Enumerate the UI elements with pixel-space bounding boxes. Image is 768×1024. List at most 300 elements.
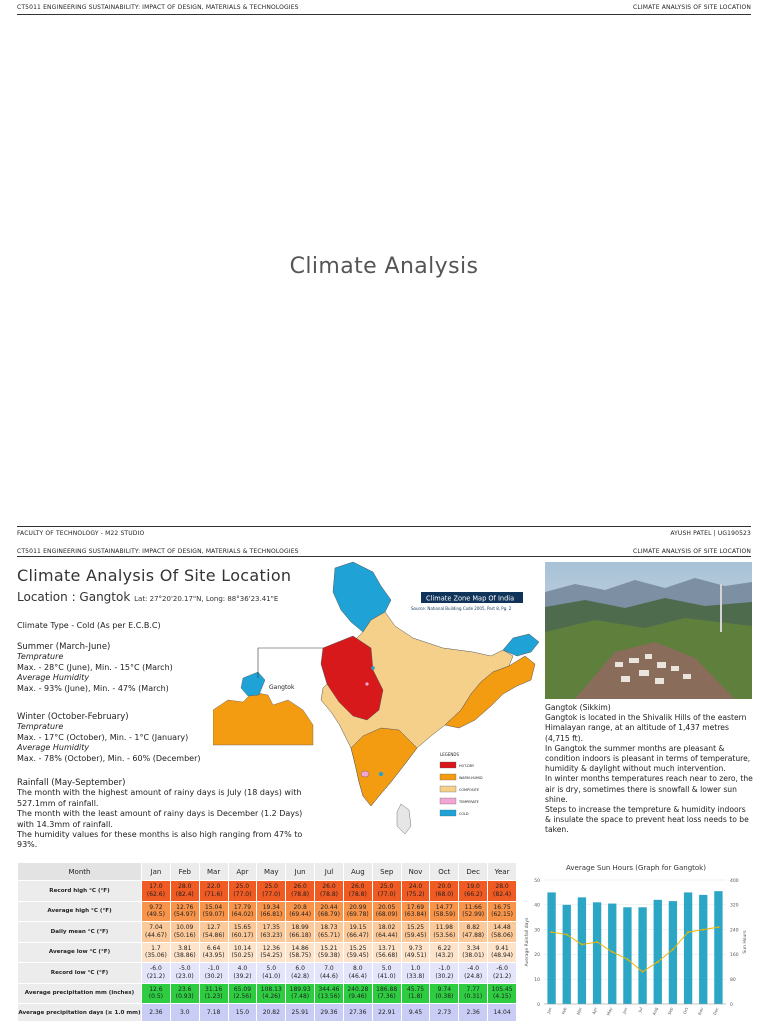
cell-value-f: (23.0)	[175, 972, 194, 980]
cell-value: 108.13	[260, 985, 282, 993]
table-row	[18, 901, 517, 922]
y2-tick-label: 400	[730, 878, 739, 884]
y-tick-label: 40	[534, 903, 540, 909]
table-row	[18, 1004, 517, 1022]
table-cell	[430, 1004, 459, 1022]
cell-value-f: (54.86)	[202, 931, 225, 939]
cell-value-f: (9.46)	[348, 993, 367, 1001]
rainfall-line-2: The month with the least amount of rainy days is December (1.2 Days) with 14.3mm of rainfall.	[17, 809, 303, 829]
table-cell	[142, 1004, 171, 1022]
gangtok-photo	[545, 562, 752, 699]
chart-title: Average Sun Hours (Graph for Gangtok)	[566, 864, 706, 872]
legend-swatch	[440, 762, 456, 768]
x-tick-label: Oct	[681, 1006, 690, 1015]
map-zone-cold-dot-2	[371, 666, 375, 670]
cell-value: 2.36	[466, 1008, 480, 1016]
winter-hum-label: Average Humidity	[17, 743, 90, 753]
winter-temp-label: Temprature	[17, 722, 64, 732]
table-cell	[372, 942, 401, 963]
cell-value: 20.8	[293, 903, 307, 911]
cell-value-f: (38.01)	[462, 952, 485, 960]
table-cell	[142, 942, 171, 963]
table-cell	[199, 881, 228, 902]
month-col-header: Jan	[142, 863, 171, 881]
bar	[669, 901, 677, 1004]
table-cell	[430, 942, 459, 963]
x-tick-label: Jul	[637, 1006, 644, 1013]
table-cell	[372, 983, 401, 1004]
table-cell	[286, 942, 315, 963]
cell-value-f: (59.45)	[404, 931, 427, 939]
cell-value-f: (7.36)	[377, 993, 396, 1001]
summer-heading: Summer (March-June)	[17, 642, 111, 652]
cell-value-f: (62.15)	[491, 911, 513, 919]
bar	[623, 907, 631, 1004]
cover-title: Climate Analysis	[289, 254, 479, 279]
y2-tick-label: 320	[730, 903, 739, 909]
gangtok-heading: Gangtok (Sikkim)	[545, 703, 611, 712]
table-cell	[286, 1004, 315, 1022]
cell-value: 3.81	[178, 944, 192, 952]
table-cell	[257, 1004, 286, 1022]
cell-value: 2.73	[437, 1008, 452, 1016]
cell-value: 12.76	[176, 903, 194, 911]
cell-value: 14.48	[493, 924, 511, 932]
line-point	[581, 943, 583, 945]
cell-value-f: (41.0)	[262, 972, 281, 980]
cell-value: -4.0	[467, 965, 480, 973]
cell-value-f: (30.2)	[435, 972, 454, 980]
line-point	[626, 958, 628, 960]
cell-value: 14.86	[291, 944, 309, 952]
table-cell	[142, 983, 171, 1004]
cell-value-f: (54.25)	[260, 952, 283, 960]
x-tick-label: Jun	[621, 1006, 629, 1015]
cell-value-f: (44.67)	[144, 931, 167, 939]
table-cell	[142, 922, 171, 943]
rainfall-line-1: The month with the highest amount of rainy days is July (18 days) with 527.1mm of rainfall.	[17, 788, 302, 808]
month-col-header: Sep	[372, 863, 401, 881]
cell-value: 15.25	[406, 924, 425, 932]
cell-value: 9.45	[408, 1008, 423, 1016]
legend-label: HOT-DRY	[459, 764, 475, 768]
cell-value: 6.64	[206, 944, 221, 952]
cell-value: 28.0	[178, 883, 192, 891]
line-point	[702, 929, 704, 931]
line-point	[687, 931, 689, 933]
cell-value-f: (71.6)	[204, 890, 223, 898]
cell-value-f: (1.8)	[408, 993, 423, 1001]
table-body	[18, 881, 517, 1022]
table-cell	[343, 881, 372, 902]
cell-value: 11.66	[464, 903, 482, 911]
cell-value: 186.88	[376, 985, 398, 993]
cell-value-f: (58.06)	[491, 931, 513, 939]
y-tick-label: 10	[534, 978, 540, 983]
month-col-header: Oct	[430, 863, 459, 881]
table-cell	[401, 881, 430, 902]
y2-tick-label: 160	[730, 953, 739, 959]
cell-value-f: (21.2)	[146, 972, 165, 980]
map-callout-label: Gangtok	[269, 684, 295, 691]
gangtok-line-2: In Gangtok the summer months are pleasant & condition indoors is pleasant in terms of temperature, humidity & daylight without much intervention.	[545, 743, 751, 774]
table-row	[18, 922, 517, 943]
cell-value: 10.14	[233, 944, 252, 952]
cell-value: 5.0	[381, 965, 392, 973]
table-cell	[170, 942, 199, 963]
cell-value-f: (78.8)	[348, 890, 367, 898]
cell-value-f: (77.0)	[377, 890, 396, 898]
cell-value: 2.36	[149, 1008, 163, 1016]
table-cell	[286, 963, 315, 984]
cell-value-f: (0.5)	[148, 993, 164, 1001]
year-cell	[488, 983, 517, 1004]
location-label: Location : Gangtok	[17, 590, 131, 604]
cell-value-f: (24.8)	[464, 972, 483, 980]
y2-tick-label: 0	[730, 1002, 733, 1008]
cell-value-f: (66.2)	[464, 890, 483, 898]
cell-value-f: (1.23)	[204, 993, 223, 1001]
table-cell	[142, 963, 171, 984]
table-cell	[170, 983, 199, 1004]
table-row	[18, 942, 517, 963]
cell-value: 18.99	[291, 924, 309, 932]
table-cell	[372, 901, 401, 922]
table-cell	[170, 881, 199, 902]
table-cell	[343, 963, 372, 984]
table-cell	[315, 942, 344, 963]
month-col-header: Apr	[228, 863, 257, 881]
table-cell	[430, 983, 459, 1004]
climate-table	[17, 862, 517, 1022]
cell-value: 26.0	[351, 883, 365, 891]
cell-value-f: (52.99)	[462, 911, 485, 919]
table-cell	[199, 942, 228, 963]
cell-value: 28.0	[495, 883, 509, 891]
table-cell	[315, 901, 344, 922]
table-cell	[401, 901, 430, 922]
map-source: Source: National Building Code 2005, Part 8, Pg. 2	[411, 606, 512, 611]
table-row	[18, 983, 517, 1004]
row-label: Average precipitation mm (inches)	[18, 983, 142, 1004]
bar	[563, 905, 571, 1004]
cell-value: 12.7	[206, 924, 221, 932]
cell-value-f: (60.17)	[231, 931, 254, 939]
row-label: Daily mean °C (°F)	[18, 922, 142, 943]
cell-value: 19.34	[262, 903, 280, 911]
cell-value-f: (35.06)	[144, 952, 167, 960]
cell-value: 7.77	[466, 985, 480, 993]
cell-value-f: (39.2)	[233, 972, 252, 980]
summer-temp-label: Temprature	[17, 652, 64, 662]
cell-value: 9.72	[149, 903, 163, 911]
map-zone-cold-northeast	[503, 634, 539, 656]
cell-value: 23.6	[178, 985, 192, 993]
bar	[593, 902, 601, 1004]
cell-value-f: (54.97)	[173, 911, 196, 919]
cell-value: -6.0	[496, 965, 508, 973]
table-cell	[257, 922, 286, 943]
x-tick-label: Feb	[560, 1006, 568, 1016]
legend-swatch	[440, 798, 456, 804]
cell-value: 18.73	[320, 924, 338, 932]
cell-value: 29.36	[320, 1008, 338, 1016]
cell-value: 11.98	[435, 924, 453, 932]
table-cell	[257, 942, 286, 963]
table-cell	[228, 901, 257, 922]
y-axis-label: Average Rainfall days	[525, 917, 530, 967]
table-cell	[430, 881, 459, 902]
footer-author: AYUSH PATEL | UG190523	[670, 530, 751, 537]
cell-value: 25.0	[379, 883, 394, 891]
row-label: Average high °C (°F)	[18, 901, 142, 922]
cell-value: 17.0	[149, 883, 163, 891]
line-point	[657, 961, 659, 963]
y2-tick-label: 240	[730, 928, 739, 934]
cell-value-f: (48.94)	[491, 952, 513, 960]
cell-value-f: (62.6)	[146, 890, 165, 898]
cell-value: 15.65	[233, 924, 252, 932]
month-col-header: Jun	[286, 863, 315, 881]
table-cell	[170, 901, 199, 922]
cell-value: 25.91	[291, 1008, 309, 1016]
header-divider	[17, 14, 751, 15]
map-zone-temperate-dot	[365, 682, 368, 685]
cell-value: 20.0	[437, 883, 452, 891]
table-cell	[286, 881, 315, 902]
month-col-header: Jul	[315, 863, 344, 881]
winter-hum: Max. - 78% (October), Min. - 60% (December)	[17, 753, 201, 763]
cell-value-f: (66.18)	[289, 931, 312, 939]
month-col-header: Feb	[170, 863, 199, 881]
climate-type: Climate Type - Cold (As per E.C.B.C)	[17, 621, 161, 630]
bar	[684, 892, 692, 1004]
cell-value-f: (0.38)	[435, 993, 454, 1001]
year-cell	[488, 881, 517, 902]
table-cell	[170, 963, 199, 984]
cell-value: 27.36	[349, 1008, 367, 1016]
table-cell	[372, 922, 401, 943]
table-cell	[228, 983, 257, 1004]
cell-value-f: (2.56)	[233, 993, 252, 1001]
cell-value-f: (69.78)	[346, 911, 369, 919]
cell-value-f: (46.4)	[348, 972, 367, 980]
cell-value-f: (77.0)	[262, 890, 281, 898]
cell-value: 8.82	[466, 924, 480, 932]
gangtok-line-1: Gangtok is located in the Shivalik Hills of the eastern Himalayan range, at an altitude of 1,437 metres (4,715 ft).	[545, 713, 747, 743]
cell-value-f: (78.8)	[291, 890, 310, 898]
year-cell	[488, 922, 517, 943]
cell-value-f: (68.0)	[435, 890, 454, 898]
table-cell	[228, 963, 257, 984]
cell-value: -1.0	[438, 965, 451, 973]
cell-value: -5.0	[178, 965, 191, 973]
rainfall-heading: Rainfall (May-September)	[17, 778, 126, 788]
cell-value: 18.02	[378, 924, 396, 932]
cell-value: 20.44	[320, 903, 338, 911]
month-header: Month	[18, 863, 142, 881]
table-cell	[199, 901, 228, 922]
table-cell	[372, 963, 401, 984]
table-cell	[459, 983, 488, 1004]
table-cell	[430, 922, 459, 943]
cell-value-f: (59.38)	[318, 952, 340, 960]
cell-value: 8.0	[353, 965, 363, 973]
table-cell	[343, 922, 372, 943]
map-zone-cold-dot	[379, 772, 383, 776]
table-cell	[315, 922, 344, 943]
year-cell	[488, 942, 517, 963]
line-point	[551, 931, 553, 933]
cell-value: 17.69	[406, 903, 425, 911]
row-label: Average precipitation days (≥ 1.0 mm)	[18, 1004, 142, 1022]
month-col-header: Nov	[401, 863, 430, 881]
table-cell	[343, 942, 372, 963]
table-cell	[228, 1004, 257, 1022]
cell-value: 15.25	[349, 944, 367, 952]
cell-value: 7.04	[149, 924, 163, 932]
table-cell	[228, 942, 257, 963]
cell-value-f: (64.02)	[231, 911, 254, 919]
table-cell	[228, 881, 257, 902]
cell-value-f: (7.48)	[291, 993, 310, 1001]
table-cell	[257, 901, 286, 922]
table-cell	[315, 983, 344, 1004]
table-cell	[401, 963, 430, 984]
cell-value: 19.0	[466, 883, 480, 891]
map-legend-title: LEGENDS	[440, 752, 459, 757]
table-cell	[199, 983, 228, 1004]
cell-value: 344.46	[318, 985, 340, 993]
cell-value-f: (4.26)	[262, 993, 281, 1001]
bar	[699, 895, 707, 1004]
cell-value: 17.79	[233, 903, 252, 911]
cell-value: -6.0	[150, 965, 162, 973]
cell-value-f: (50.25)	[231, 952, 254, 960]
y2-axis-label: Sun Hours	[743, 930, 748, 954]
bar	[547, 892, 555, 1004]
cell-value-f: (13.56)	[318, 993, 340, 1001]
winter-heading: Winter (October-February)	[17, 712, 129, 722]
cell-value-f: (59.45)	[346, 952, 369, 960]
cell-value: 1.7	[151, 944, 161, 952]
table-cell	[401, 922, 430, 943]
cell-value: 9.73	[408, 944, 423, 952]
line-point	[566, 934, 568, 936]
table-cell	[199, 963, 228, 984]
summer-temp: Max. - 28°C (June), Min. - 15°C (March)	[17, 662, 173, 672]
cell-value-f: (58.75)	[289, 952, 312, 960]
cell-value-f: (47.88)	[462, 931, 485, 939]
cell-value: 12.36	[262, 944, 280, 952]
table-row	[18, 881, 517, 902]
x-tick-label: May	[605, 1006, 614, 1017]
line-point	[596, 941, 598, 943]
cell-value-f: (82.4)	[493, 890, 512, 898]
table-cell	[142, 901, 171, 922]
table-cell	[315, 1004, 344, 1022]
table-cell	[257, 881, 286, 902]
cell-value-f: (78.8)	[319, 890, 338, 898]
map-legend	[440, 762, 483, 816]
header-divider	[17, 556, 751, 557]
cell-value-f: (30.2)	[204, 972, 223, 980]
table-header-row	[18, 863, 517, 881]
cell-value: 14.77	[435, 903, 453, 911]
cell-value: 5.0	[266, 965, 277, 973]
cell-value: 20.99	[349, 903, 367, 911]
table-cell	[343, 983, 372, 1004]
cell-value: 6.0	[295, 965, 305, 973]
legend-swatch	[440, 786, 456, 792]
x-tick-label: Jan	[545, 1006, 553, 1015]
legend-swatch	[440, 774, 456, 780]
month-col-header: May	[257, 863, 286, 881]
header-course: CT5011 ENGINEERING SUSTAINABILITY: IMPACT OF DESIGN, MATERIALS & TECHNOLOGIES	[17, 548, 299, 555]
row-label: Record low °C (°F)	[18, 963, 142, 984]
cell-value-f: (59.07)	[202, 911, 225, 919]
cell-value: 65.09	[233, 985, 252, 993]
cell-value: 19.15	[349, 924, 367, 932]
cell-value-f: (33.8)	[406, 972, 425, 980]
sun-hours-chart	[520, 858, 752, 1024]
y-tick-label: 50	[534, 878, 540, 884]
cell-value-f: (4.15)	[493, 993, 512, 1001]
cell-value-f: (44.6)	[319, 972, 338, 980]
y-tick-label: 0	[537, 1002, 540, 1008]
cell-value-f: (66.47)	[346, 931, 369, 939]
cell-value: 25.0	[264, 883, 278, 891]
gangtok-line-4: Steps to increase the tempreture & humidity indoors & insulate the space to prevent heat loss needs to be taken.	[545, 805, 749, 835]
header-section: CLIMATE ANALYSIS OF SITE LOCATION	[633, 4, 751, 11]
row-label: Average low °C (°F)	[18, 942, 142, 963]
cell-value: -1.0	[207, 965, 220, 973]
table-cell	[315, 881, 344, 902]
bar	[638, 907, 646, 1004]
cell-value: 24.0	[408, 883, 423, 891]
map-title: Climate Zone Map Of India	[426, 594, 515, 603]
page-title: Climate Analysis Of Site Location	[17, 566, 292, 585]
cell-value: 14.04	[493, 1008, 511, 1016]
table-cell	[286, 983, 315, 1004]
cell-value-f: (75.2)	[406, 890, 425, 898]
cell-value-f: (0.93)	[175, 993, 194, 1001]
cell-value-f: (21.2)	[493, 972, 512, 980]
y-tick-label: 30	[534, 928, 540, 934]
cell-value-f: (42.8)	[291, 972, 310, 980]
table-cell	[459, 881, 488, 902]
map-zone-temperate	[361, 771, 369, 777]
y2-tick-label: 80	[730, 978, 736, 983]
cell-value: 45.75	[406, 985, 425, 993]
cell-value: 26.0	[293, 883, 307, 891]
cell-value: 4.0	[237, 965, 248, 973]
cell-value: 26.0	[322, 883, 336, 891]
legend-label: COMPOSITE	[459, 788, 480, 792]
line-point	[611, 951, 613, 953]
cell-value: 31.16	[205, 985, 223, 993]
cell-value: 15.0	[235, 1008, 250, 1016]
month-col-header: Aug	[343, 863, 372, 881]
cell-value-f: (69.44)	[289, 911, 312, 919]
x-tick-label: Dec	[712, 1006, 720, 1016]
cell-value-f: (56.68)	[375, 952, 398, 960]
cell-value: 20.82	[262, 1008, 280, 1016]
month-col-header: Dec	[459, 863, 488, 881]
cell-value: 12.6	[149, 985, 163, 993]
month-col-header: Mar	[199, 863, 228, 881]
x-tick-label: Sep	[666, 1006, 674, 1016]
